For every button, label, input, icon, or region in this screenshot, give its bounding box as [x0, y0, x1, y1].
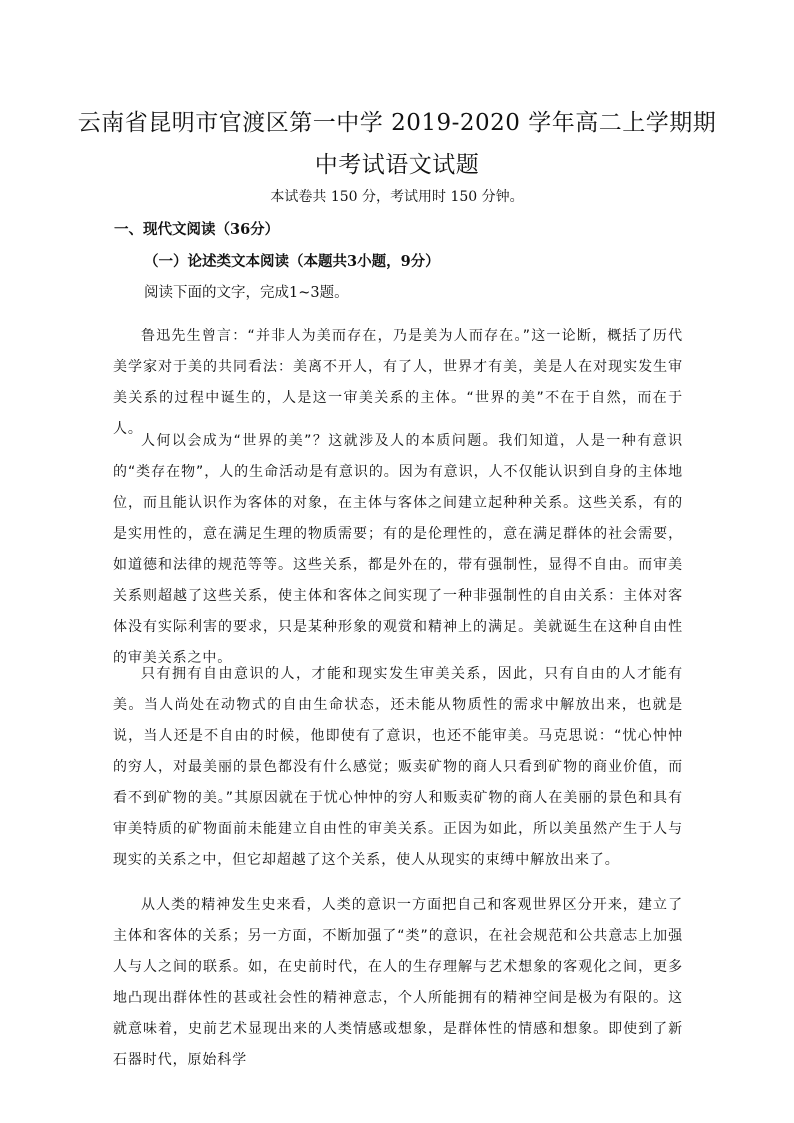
document-title-line-1: 云南省昆明市官渡区第一中学 2019-2020 学年高二上学期期 [77, 110, 717, 136]
exam-info: 本试卷共 150 分，考试用时 150 分钟。 [270, 189, 524, 205]
section-heading: 一、现代文阅读（36分） [114, 221, 280, 238]
passage-paragraph-3: 只有拥有自由意识的人，才能和现实发生审美关系，因此，只有自由的人才能有美。当人尚处在动物式的自由生命状态，还未能从物质性的需求中解放出来，也就是说，当人还是不自由的时候，他即使有了意识，也还不能审美。马克思说：“忧心忡忡的穷人，对最美丽的景色都没有什么感觉；贩卖矿物的商人只看到矿物的商业价值，而看不到矿物的美。”其原因就在于忧心忡忡的穷人和贩卖矿物的商人在美丽的景色和具有审美特质的矿物面前未能建立自由性的审美关系。正因为如此，所以美虽然产生于人与现实的关系之中，但它却超越了这个关系，使人从现实的束缚中解放出来了。 [113, 666, 683, 868]
subsection-heading: （一）论述类文本阅读（本题共3小题，9分） [144, 253, 440, 270]
passage-paragraph-1: 鲁迅先生曾言：“并非人为美而存在，乃是美为人而存在。”这一论断，概括了历代美学家对于美的共同看法：美离不开人，有了人，世界才有美，美是人在对现实发生审美关系的过程中诞生的，人是这一审美关系的主体。“世界的美”不在于自然，而在于人。 [113, 328, 683, 437]
reading-instruction: 阅读下面的文字，完成1~3题。 [144, 285, 349, 301]
passage-paragraph-2: 人何以会成为“世界的美”？这就涉及人的本质问题。我们知道，人是一种有意识的“类存在物”，人的生命活动是有意识的。因为有意识，人不仅能认识到自身的主体地位，而且能认识作为客体的对象，在主体与客体之间建立起种种关系。这些关系，有的是实用性的，意在满足生理的物质需要；有的是伦理性的，意在满足群体的社会需要，如道德和法律的规范等等。这些关系，都是外在的，带有强制性，显得不自由。而审美关系则超越了这些关系，使主体和客体之间实现了一种非强制性的自由关系：主体对客体没有实际利害的要求，只是某种形象的观赏和精神上的满足。美就诞生在这种自由性的审美关系之中。 [113, 433, 683, 666]
passage-paragraph-4: 从人类的精神发生史来看，人类的意识一方面把自己和客观世界区分开来，建立了主体和客体的关系；另一方面，不断加强了“类”的意识，在社会规范和公共意志上加强人与人之间的联系。如，在史前时代，在人的生存理解与艺术想象的客观化之间，更多地凸现出群体性的甚或社会性的精神意志，个人所能拥有的精神空间是极为有限的。这就意味着，史前艺术显现出来的人类情感或想象，是群体性的情感和想象。即使到了新石器时代，原始科学 [113, 897, 683, 1068]
document-title-line-2: 中考试语文试题 [314, 152, 480, 178]
